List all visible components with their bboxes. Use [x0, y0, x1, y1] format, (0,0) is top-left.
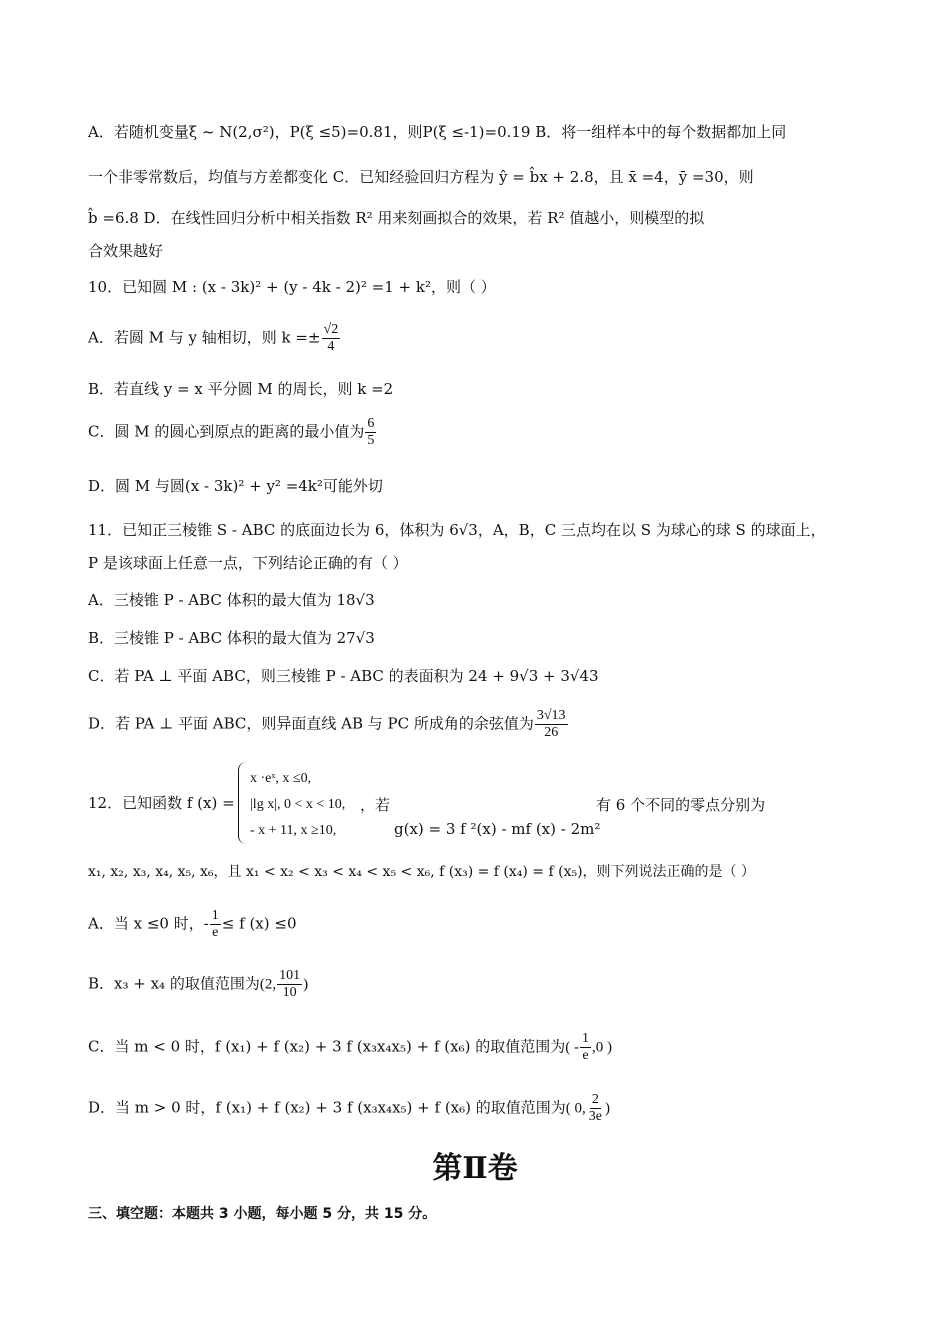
- q9-option-d-line: 合效果越好: [88, 242, 164, 260]
- q10-option-a: [88, 322, 862, 355]
- part-2-title: 第Ⅱ卷: [432, 1151, 518, 1186]
- q12-option-d-text: D．当 m > 0 时，f (x₁) + f (x₂) + 3 f (x₃x₄x₅) + f (x₆) 的取值范围为: [88, 1098, 566, 1117]
- fraction-denominator: 4: [327, 339, 335, 354]
- fraction-denominator: 26: [544, 725, 559, 740]
- fraction-denominator: 5: [367, 433, 375, 448]
- q12-stem-mid: ，若: [360, 796, 391, 814]
- q12-option-d-close: ): [604, 1100, 610, 1117]
- q12-option-a-text: A．当 x ≤0 时，-: [88, 914, 209, 933]
- section-3-heading: 三、填空题：本题共 3 小题，每小题 5 分，共 15 分。: [88, 1206, 437, 1222]
- q12-option-d-fraction: [587, 1092, 604, 1125]
- fraction-numerator: √2: [323, 322, 339, 337]
- fraction-numerator: 3√13: [536, 708, 566, 723]
- q10-option-c-fraction: [365, 416, 376, 449]
- fraction-numerator: 6: [367, 416, 375, 431]
- piecewise-case-3: - x + 11, x ≥10,: [250, 823, 337, 838]
- q9-option-cd-line: b̂ =6.8 D．在线性回归分析中相关指数 R² 用来刻画拟合的效果，若 R² 值越小，则模型的拟: [88, 209, 705, 227]
- piecewise-cases: [250, 766, 345, 844]
- q12-option-a: [88, 908, 862, 941]
- q12-option-b-fraction: [277, 968, 302, 1001]
- q11-stem-line2: P 是该球面上任意一点，下列结论正确的有（ ）: [88, 554, 408, 572]
- piecewise-case-1: x ·eˣ, x ≤0,: [250, 771, 312, 786]
- q12-option-c-fraction: [580, 1031, 591, 1064]
- q12-option-d: [88, 1092, 862, 1125]
- q12-option-c-close: ,0 ): [591, 1039, 612, 1056]
- fraction-numerator: 1: [211, 908, 219, 923]
- fraction-denominator: e: [582, 1048, 589, 1063]
- piecewise-brace: [238, 762, 247, 844]
- q11-option-a: A．三棱锥 P - ABC 体积的最大值为 18√3: [88, 591, 375, 609]
- q10-stem: 10．已知圆 M : (x - 3k)² + (y - 4k - 2)² =1 + k²，则（ ）: [88, 278, 496, 296]
- q10-option-c-text: C．圆 M 的圆心到原点的距离的最小值为: [88, 422, 365, 441]
- q11-option-d-fraction: [535, 708, 568, 741]
- q12-g-function: g(x) = 3 f ²(x) - mf (x) - 2m²: [394, 820, 601, 838]
- q11-stem-line1: 11．已知正三棱锥 S - ABC 的底面边长为 6，体积为 6√3，A，B，C 三点均在以 S 为球心的球 S 的球面上，: [88, 521, 826, 539]
- q12-stem-line2: x₁, x₂, x₃, x₄, x₅, x₆，且 x₁ < x₂ < x₃ < x₄ < x₅ < x₆, f (x₃) = f (x₄) = f (x₅)，则下列说法正确的是（ ）: [88, 864, 756, 880]
- q12-option-b-text: B．x₃ + x₄ 的取值范围为: [88, 974, 260, 993]
- fraction-numerator: 101: [279, 968, 301, 983]
- q12-option-a-fraction: [210, 908, 221, 941]
- q12-option-c: [88, 1031, 862, 1064]
- fraction-numerator: 2: [591, 1092, 599, 1107]
- q10-option-b: B．若直线 y = x 平分圆 M 的周长，则 k =2: [88, 380, 394, 398]
- q12-option-a-tail: ≤ f (x) ≤0: [221, 914, 297, 933]
- q10-option-c: [88, 416, 862, 449]
- q12-option-b-open: (2,: [259, 976, 277, 993]
- q10-option-a-fraction: [322, 322, 341, 355]
- q12-option-c-open: ( -: [565, 1039, 579, 1056]
- q10-option-d: D．圆 M 与圆(x - 3k)² + y² =4k²可能外切: [88, 477, 383, 495]
- fraction-denominator: 3e: [588, 1109, 602, 1124]
- q12-stem-prefix: 12．已知函数 f (x) =: [88, 794, 235, 812]
- q12-stem-post: 有 6 个不同的零点分别为: [596, 796, 766, 814]
- q11-option-b: B．三棱锥 P - ABC 体积的最大值为 27√3: [88, 629, 375, 647]
- q12-option-b: [88, 968, 862, 1001]
- q9-option-bc-line: 一个非零常数后，均值与方差都变化 C．已知经验回归方程为 ŷ = b̂x + 2.8，且 x̄ =4，ȳ =30，则: [88, 168, 754, 186]
- q9-option-a-line: A．若随机变量ξ ~ N(2,σ²)，P(ξ ≤5)=0.81，则P(ξ ≤-1)=0.19 B．将一组样本中的每个数据都加上同: [88, 123, 787, 141]
- piecewise-case-2: |lg x|, 0 < x < 10,: [250, 797, 346, 812]
- q12-option-d-open: ( 0,: [565, 1100, 586, 1117]
- q11-option-d-text: D．若 PA ⊥ 平面 ABC，则异面直线 AB 与 PC 所成角的余弦值为: [88, 714, 534, 733]
- q12-option-b-close: ): [303, 976, 309, 993]
- q11-option-d: [88, 708, 862, 741]
- q10-option-a-text: A．若圆 M 与 y 轴相切，则 k =±: [88, 328, 321, 347]
- fraction-denominator: e: [212, 925, 219, 940]
- fraction-numerator: 1: [581, 1031, 589, 1046]
- fraction-denominator: 10: [282, 985, 297, 1000]
- q11-option-c: C．若 PA ⊥ 平面 ABC，则三棱锥 P - ABC 的表面积为 24 + 9√3 + 3√43: [88, 667, 599, 685]
- q12-option-c-text: C．当 m < 0 时，f (x₁) + f (x₂) + 3 f (x₃x₄x₅) + f (x₆) 的取值范围为: [88, 1037, 566, 1056]
